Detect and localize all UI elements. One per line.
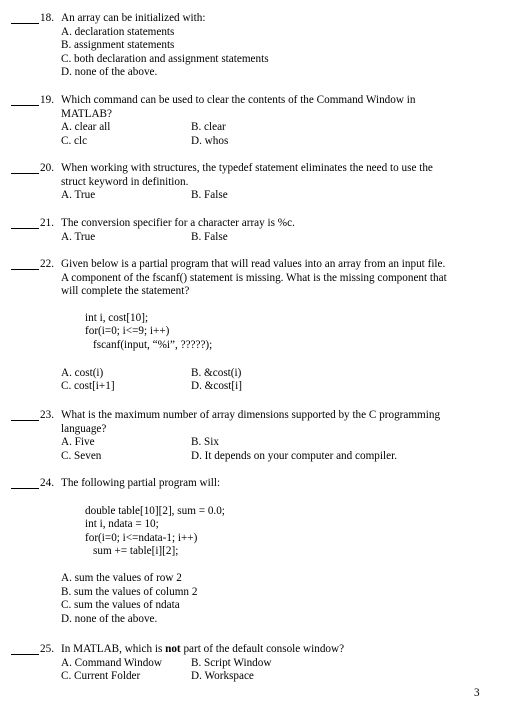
- option-b: B. &cost(i): [191, 366, 242, 379]
- code-block: [61, 505, 481, 559]
- question-text: An array can be initialized with:: [61, 12, 206, 24]
- option-a: A. sum the values of row 2: [61, 571, 182, 584]
- answer-blank[interactable]: [11, 105, 39, 106]
- question-text: The following partial program will:: [61, 477, 221, 489]
- code-line: for(i=0; i<=9; i++): [85, 325, 170, 338]
- option-c: C. cost[i+1]: [61, 380, 115, 393]
- option-c: C. both declaration and assignment statements: [61, 52, 269, 65]
- option-d: D. &cost[i]: [191, 380, 242, 393]
- question-text: language?: [61, 422, 107, 435]
- question-text: What is the maximum number of array dimensions supported by the C programming: [61, 409, 441, 421]
- answer-blank[interactable]: [11, 488, 39, 489]
- code-line: for(i=0; i<=ndata-1; i++): [85, 531, 198, 544]
- option-a: A. clear all: [61, 121, 111, 134]
- code-line: sum += table[i][2];: [93, 545, 179, 558]
- question-number: 21.: [40, 217, 54, 229]
- option-a: A. True: [61, 230, 96, 243]
- question-text: Which command can be used to clear the contents of the Command Window in: [61, 94, 416, 106]
- option-a: A. True: [61, 189, 96, 202]
- option-b: B. clear: [191, 121, 226, 134]
- answer-blank[interactable]: [11, 228, 39, 229]
- option-a: A. cost(i): [61, 366, 104, 379]
- question-number: 19.: [40, 94, 54, 106]
- question-text: A component of the fscanf() statement is missing. What is the missing component that: [61, 271, 447, 284]
- option-a: A. Five: [61, 436, 95, 449]
- question-number: 22.: [40, 258, 54, 270]
- option-c: C. Seven: [61, 449, 102, 462]
- option-d: D. none of the above.: [61, 612, 158, 625]
- option-d: D. Workspace: [191, 670, 254, 683]
- question-text-emphasis: not: [165, 643, 181, 655]
- option-d: D. whos: [191, 134, 229, 147]
- option-c: C. clc: [61, 134, 88, 147]
- option-b: B. Script Window: [191, 656, 272, 669]
- question-number: 25.: [40, 643, 54, 655]
- question-number: 18.: [40, 12, 54, 24]
- code-line: int i, ndata = 10;: [85, 518, 159, 531]
- answer-blank[interactable]: [11, 654, 39, 655]
- question-text: will complete the statement?: [61, 285, 190, 298]
- option-a: A. Command Window: [61, 656, 162, 669]
- question-text: Given below is a partial program that will read values into an array from an input file.: [61, 258, 446, 270]
- code-line: int i, cost[10];: [85, 311, 149, 324]
- question-text: MATLAB?: [61, 107, 112, 120]
- question-text-end: part of the default console window?: [180, 643, 345, 655]
- option-c: C. Current Folder: [61, 670, 141, 683]
- page-number: 3: [474, 687, 480, 699]
- option-b: B. Six: [191, 436, 219, 449]
- question-text: [61, 643, 481, 657]
- question-number: 24.: [40, 477, 54, 489]
- option-b: B. assignment statements: [61, 39, 175, 52]
- code-line: fscanf(input, “%i”, ?????);: [93, 338, 213, 351]
- option-d: D. none of the above.: [61, 66, 158, 79]
- question-number: 20.: [40, 162, 54, 174]
- option-b: B. sum the values of column 2: [61, 585, 198, 598]
- option-d: D. It depends on your computer and compiler.: [191, 449, 397, 462]
- option-b: B. False: [191, 189, 228, 202]
- code-line: double table[10][2], sum = 0.0;: [85, 504, 225, 517]
- question-text: struct keyword in definition.: [61, 175, 189, 188]
- answer-blank[interactable]: [11, 420, 39, 421]
- option-c: C. sum the values of ndata: [61, 599, 180, 612]
- answer-blank[interactable]: [11, 173, 39, 174]
- code-block: [61, 312, 481, 353]
- answer-blank[interactable]: [11, 269, 39, 270]
- question-text-start: In MATLAB, which is: [61, 643, 166, 655]
- question-number: 23.: [40, 409, 54, 421]
- option-b: B. False: [191, 230, 228, 243]
- option-a: A. declaration statements: [61, 25, 175, 38]
- question-text: The conversion specifier for a character array is %c.: [61, 217, 295, 229]
- question-text: When working with structures, the typedef statement eliminates the need to use the: [61, 162, 433, 174]
- answer-blank[interactable]: [11, 23, 39, 24]
